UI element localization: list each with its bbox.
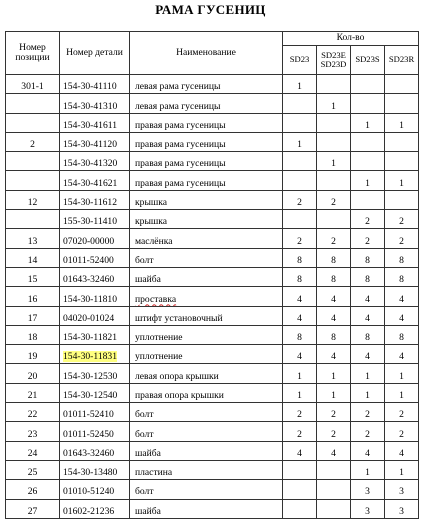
quantity-cell: 1 — [317, 152, 351, 171]
position-cell — [6, 152, 60, 171]
quantity-cell: 4 — [283, 345, 317, 364]
part-number-cell: 01011-52400 — [60, 248, 130, 267]
table-row — [6, 210, 419, 229]
header-quantity: Кол-во — [283, 32, 419, 46]
quantity-cell — [283, 171, 317, 190]
quantity-cell — [283, 210, 317, 229]
name-cell: болт — [130, 422, 283, 441]
quantity-cell: 3 — [385, 480, 419, 499]
quantity-cell: 1 — [351, 383, 385, 402]
quantity-cell — [283, 152, 317, 171]
position-cell: 18 — [6, 325, 60, 344]
name-cell: правая опора крышки — [130, 383, 283, 402]
position-cell: 20 — [6, 364, 60, 383]
table-row — [6, 364, 419, 383]
part-number-cell: 154-30-11810 — [60, 287, 130, 306]
name-cell: болт — [130, 403, 283, 422]
table-row — [6, 190, 419, 209]
table-row — [6, 441, 419, 460]
quantity-cell: 8 — [283, 267, 317, 286]
part-number-cell: 155-30-11410 — [60, 210, 130, 229]
quantity-cell: 1 — [283, 75, 317, 94]
quantity-cell: 2 — [385, 403, 419, 422]
quantity-cell: 2 — [317, 190, 351, 209]
table-row — [6, 94, 419, 113]
position-cell: 21 — [6, 383, 60, 402]
part-number-cell: 154-30-12540 — [60, 383, 130, 402]
quantity-cell: 1 — [283, 383, 317, 402]
part-number-cell: 07020-00000 — [60, 229, 130, 248]
part-number-cell: 01011-52410 — [60, 403, 130, 422]
quantity-cell: 1 — [351, 171, 385, 190]
quantity-cell: 1 — [317, 364, 351, 383]
header-part-number: Номер детали — [60, 32, 130, 75]
position-cell: 15 — [6, 267, 60, 286]
position-cell: 25 — [6, 460, 60, 479]
quantity-cell: 4 — [351, 306, 385, 325]
quantity-cell — [283, 460, 317, 479]
table-row — [6, 422, 419, 441]
quantity-cell: 8 — [351, 325, 385, 344]
position-cell: 301-1 — [6, 75, 60, 94]
part-number-cell: 154-30-41110 — [60, 75, 130, 94]
quantity-cell: 1 — [385, 113, 419, 132]
quantity-cell: 4 — [317, 441, 351, 460]
quantity-cell: 4 — [385, 287, 419, 306]
name-cell: левая рама гусеницы — [130, 94, 283, 113]
position-cell: 13 — [6, 229, 60, 248]
table-row — [6, 345, 419, 364]
name-cell: крышка — [130, 190, 283, 209]
quantity-cell: 2 — [351, 210, 385, 229]
quantity-cell: 4 — [317, 287, 351, 306]
parts-table — [5, 31, 419, 519]
name-cell: шайба — [130, 499, 283, 518]
position-cell: 16 — [6, 287, 60, 306]
name-cell: правая рама гусеницы — [130, 171, 283, 190]
part-number-cell: 154-30-13480 — [60, 460, 130, 479]
quantity-cell: 2 — [385, 229, 419, 248]
quantity-cell: 1 — [385, 171, 419, 190]
quantity-cell: 4 — [385, 441, 419, 460]
quantity-cell: 8 — [317, 248, 351, 267]
part-number-cell: 01602-21236 — [60, 499, 130, 518]
part-number-cell: 01643-32460 — [60, 267, 130, 286]
table-row — [6, 499, 419, 518]
quantity-cell — [351, 132, 385, 151]
name-cell: шайба — [130, 441, 283, 460]
quantity-cell: 1 — [351, 113, 385, 132]
name-cell: уплотнение — [130, 325, 283, 344]
quantity-cell: 1 — [283, 132, 317, 151]
table-row — [6, 248, 419, 267]
quantity-cell — [283, 499, 317, 518]
quantity-cell: 8 — [385, 248, 419, 267]
table-row — [6, 171, 419, 190]
quantity-cell — [385, 75, 419, 94]
table-row — [6, 306, 419, 325]
table-row — [6, 403, 419, 422]
quantity-cell: 2 — [283, 422, 317, 441]
position-cell — [6, 210, 60, 229]
position-cell: 26 — [6, 480, 60, 499]
quantity-cell: 2 — [385, 210, 419, 229]
part-number-cell: 154-30-41310 — [60, 94, 130, 113]
quantity-cell: 4 — [317, 345, 351, 364]
quantity-cell: 2 — [317, 403, 351, 422]
quantity-cell — [317, 132, 351, 151]
quantity-cell: 1 — [351, 364, 385, 383]
header-model-sd23s: SD23S — [351, 46, 385, 75]
position-cell: 22 — [6, 403, 60, 422]
quantity-cell — [317, 480, 351, 499]
part-number-cell: 154-30-41120 — [60, 132, 130, 151]
quantity-cell: 8 — [317, 325, 351, 344]
name-cell: штифт установочный — [130, 306, 283, 325]
position-cell: 23 — [6, 422, 60, 441]
quantity-cell: 2 — [385, 422, 419, 441]
quantity-cell: 1 — [283, 364, 317, 383]
position-cell: 27 — [6, 499, 60, 518]
header-name: Наименование — [130, 32, 283, 75]
quantity-cell — [385, 94, 419, 113]
position-cell — [6, 171, 60, 190]
quantity-cell: 1 — [385, 364, 419, 383]
quantity-cell: 3 — [385, 499, 419, 518]
quantity-cell: 4 — [283, 287, 317, 306]
quantity-cell — [283, 113, 317, 132]
table-row — [6, 480, 419, 499]
quantity-cell: 1 — [351, 460, 385, 479]
quantity-cell: 4 — [283, 306, 317, 325]
spellcheck-underlined-text: проставка — [135, 293, 177, 305]
quantity-cell — [351, 75, 385, 94]
part-number-cell: 01011-52450 — [60, 422, 130, 441]
quantity-cell — [317, 210, 351, 229]
position-cell: 19 — [6, 345, 60, 364]
name-cell: крышка — [130, 210, 283, 229]
header-row-1 — [6, 32, 419, 46]
quantity-cell — [351, 94, 385, 113]
quantity-cell: 2 — [283, 190, 317, 209]
quantity-cell — [385, 132, 419, 151]
table-row — [6, 325, 419, 344]
part-number-cell: 154-30-12530 — [60, 364, 130, 383]
quantity-cell: 8 — [351, 267, 385, 286]
quantity-cell: 3 — [351, 499, 385, 518]
name-cell: болт — [130, 480, 283, 499]
name-cell: правая рама гусеницы — [130, 152, 283, 171]
part-number-cell: 154-30-41611 — [60, 113, 130, 132]
header-model-sd23: SD23 — [283, 46, 317, 75]
quantity-cell: 2 — [351, 403, 385, 422]
quantity-cell: 1 — [317, 94, 351, 113]
quantity-cell: 4 — [351, 287, 385, 306]
header-model-sd23r: SD23R — [385, 46, 419, 75]
name-cell: правая рама гусеницы — [130, 113, 283, 132]
table-row — [6, 152, 419, 171]
quantity-cell — [351, 152, 385, 171]
part-number-cell — [60, 345, 130, 364]
quantity-cell: 2 — [283, 403, 317, 422]
quantity-cell: 8 — [385, 267, 419, 286]
quantity-cell: 2 — [351, 422, 385, 441]
position-cell: 12 — [6, 190, 60, 209]
position-cell — [6, 113, 60, 132]
name-cell: левая опора крышки — [130, 364, 283, 383]
position-cell: 14 — [6, 248, 60, 267]
position-cell: 2 — [6, 132, 60, 151]
quantity-cell — [385, 190, 419, 209]
part-number-cell: 154-30-11821 — [60, 325, 130, 344]
quantity-cell: 3 — [351, 480, 385, 499]
quantity-cell: 4 — [317, 306, 351, 325]
table-row — [6, 287, 419, 306]
table-row — [6, 229, 419, 248]
quantity-cell: 1 — [385, 460, 419, 479]
part-number-cell: 154-30-41320 — [60, 152, 130, 171]
quantity-cell — [283, 94, 317, 113]
table-row — [6, 75, 419, 94]
quantity-cell: 8 — [317, 267, 351, 286]
position-cell: 17 — [6, 306, 60, 325]
name-cell: правая рама гусеницы — [130, 132, 283, 151]
part-number-cell: 04020-01024 — [60, 306, 130, 325]
name-cell: болт — [130, 248, 283, 267]
part-number-cell: 01010-51240 — [60, 480, 130, 499]
position-cell: 24 — [6, 441, 60, 460]
table-row — [6, 113, 419, 132]
quantity-cell: 4 — [351, 441, 385, 460]
highlighted-text: 154-30-11831 — [63, 351, 118, 363]
table-row — [6, 383, 419, 402]
quantity-cell: 2 — [283, 229, 317, 248]
quantity-cell: 2 — [317, 422, 351, 441]
quantity-cell: 8 — [385, 325, 419, 344]
quantity-cell — [385, 152, 419, 171]
quantity-cell: 1 — [317, 383, 351, 402]
quantity-cell — [317, 113, 351, 132]
name-cell: уплотнение — [130, 345, 283, 364]
name-cell: пластина — [130, 460, 283, 479]
header-position: Номер позиции — [6, 32, 60, 75]
name-cell: шайба — [130, 267, 283, 286]
quantity-cell: 8 — [283, 248, 317, 267]
quantity-cell — [317, 499, 351, 518]
table-row — [6, 460, 419, 479]
position-cell — [6, 94, 60, 113]
part-number-cell: 154-30-11612 — [60, 190, 130, 209]
part-number-cell: 154-30-41621 — [60, 171, 130, 190]
quantity-cell: 8 — [351, 248, 385, 267]
quantity-cell — [317, 460, 351, 479]
quantity-cell: 4 — [351, 345, 385, 364]
quantity-cell: 8 — [283, 325, 317, 344]
quantity-cell: 4 — [385, 306, 419, 325]
part-number-cell: 01643-32460 — [60, 441, 130, 460]
table-row — [6, 132, 419, 151]
quantity-cell: 2 — [317, 229, 351, 248]
header-model-sd23e-sd23d: SD23E SD23D — [317, 46, 351, 75]
quantity-cell: 2 — [351, 229, 385, 248]
name-cell: левая рама гусеницы — [130, 75, 283, 94]
quantity-cell: 4 — [385, 345, 419, 364]
quantity-cell: 1 — [385, 383, 419, 402]
quantity-cell: 4 — [283, 441, 317, 460]
quantity-cell — [351, 190, 385, 209]
document-title: РАМА ГУСЕНИЦ — [155, 2, 266, 17]
table-row — [6, 267, 419, 286]
name-cell: маслёнка — [130, 229, 283, 248]
name-cell — [130, 287, 283, 306]
quantity-cell — [317, 75, 351, 94]
quantity-cell — [317, 171, 351, 190]
quantity-cell — [283, 480, 317, 499]
